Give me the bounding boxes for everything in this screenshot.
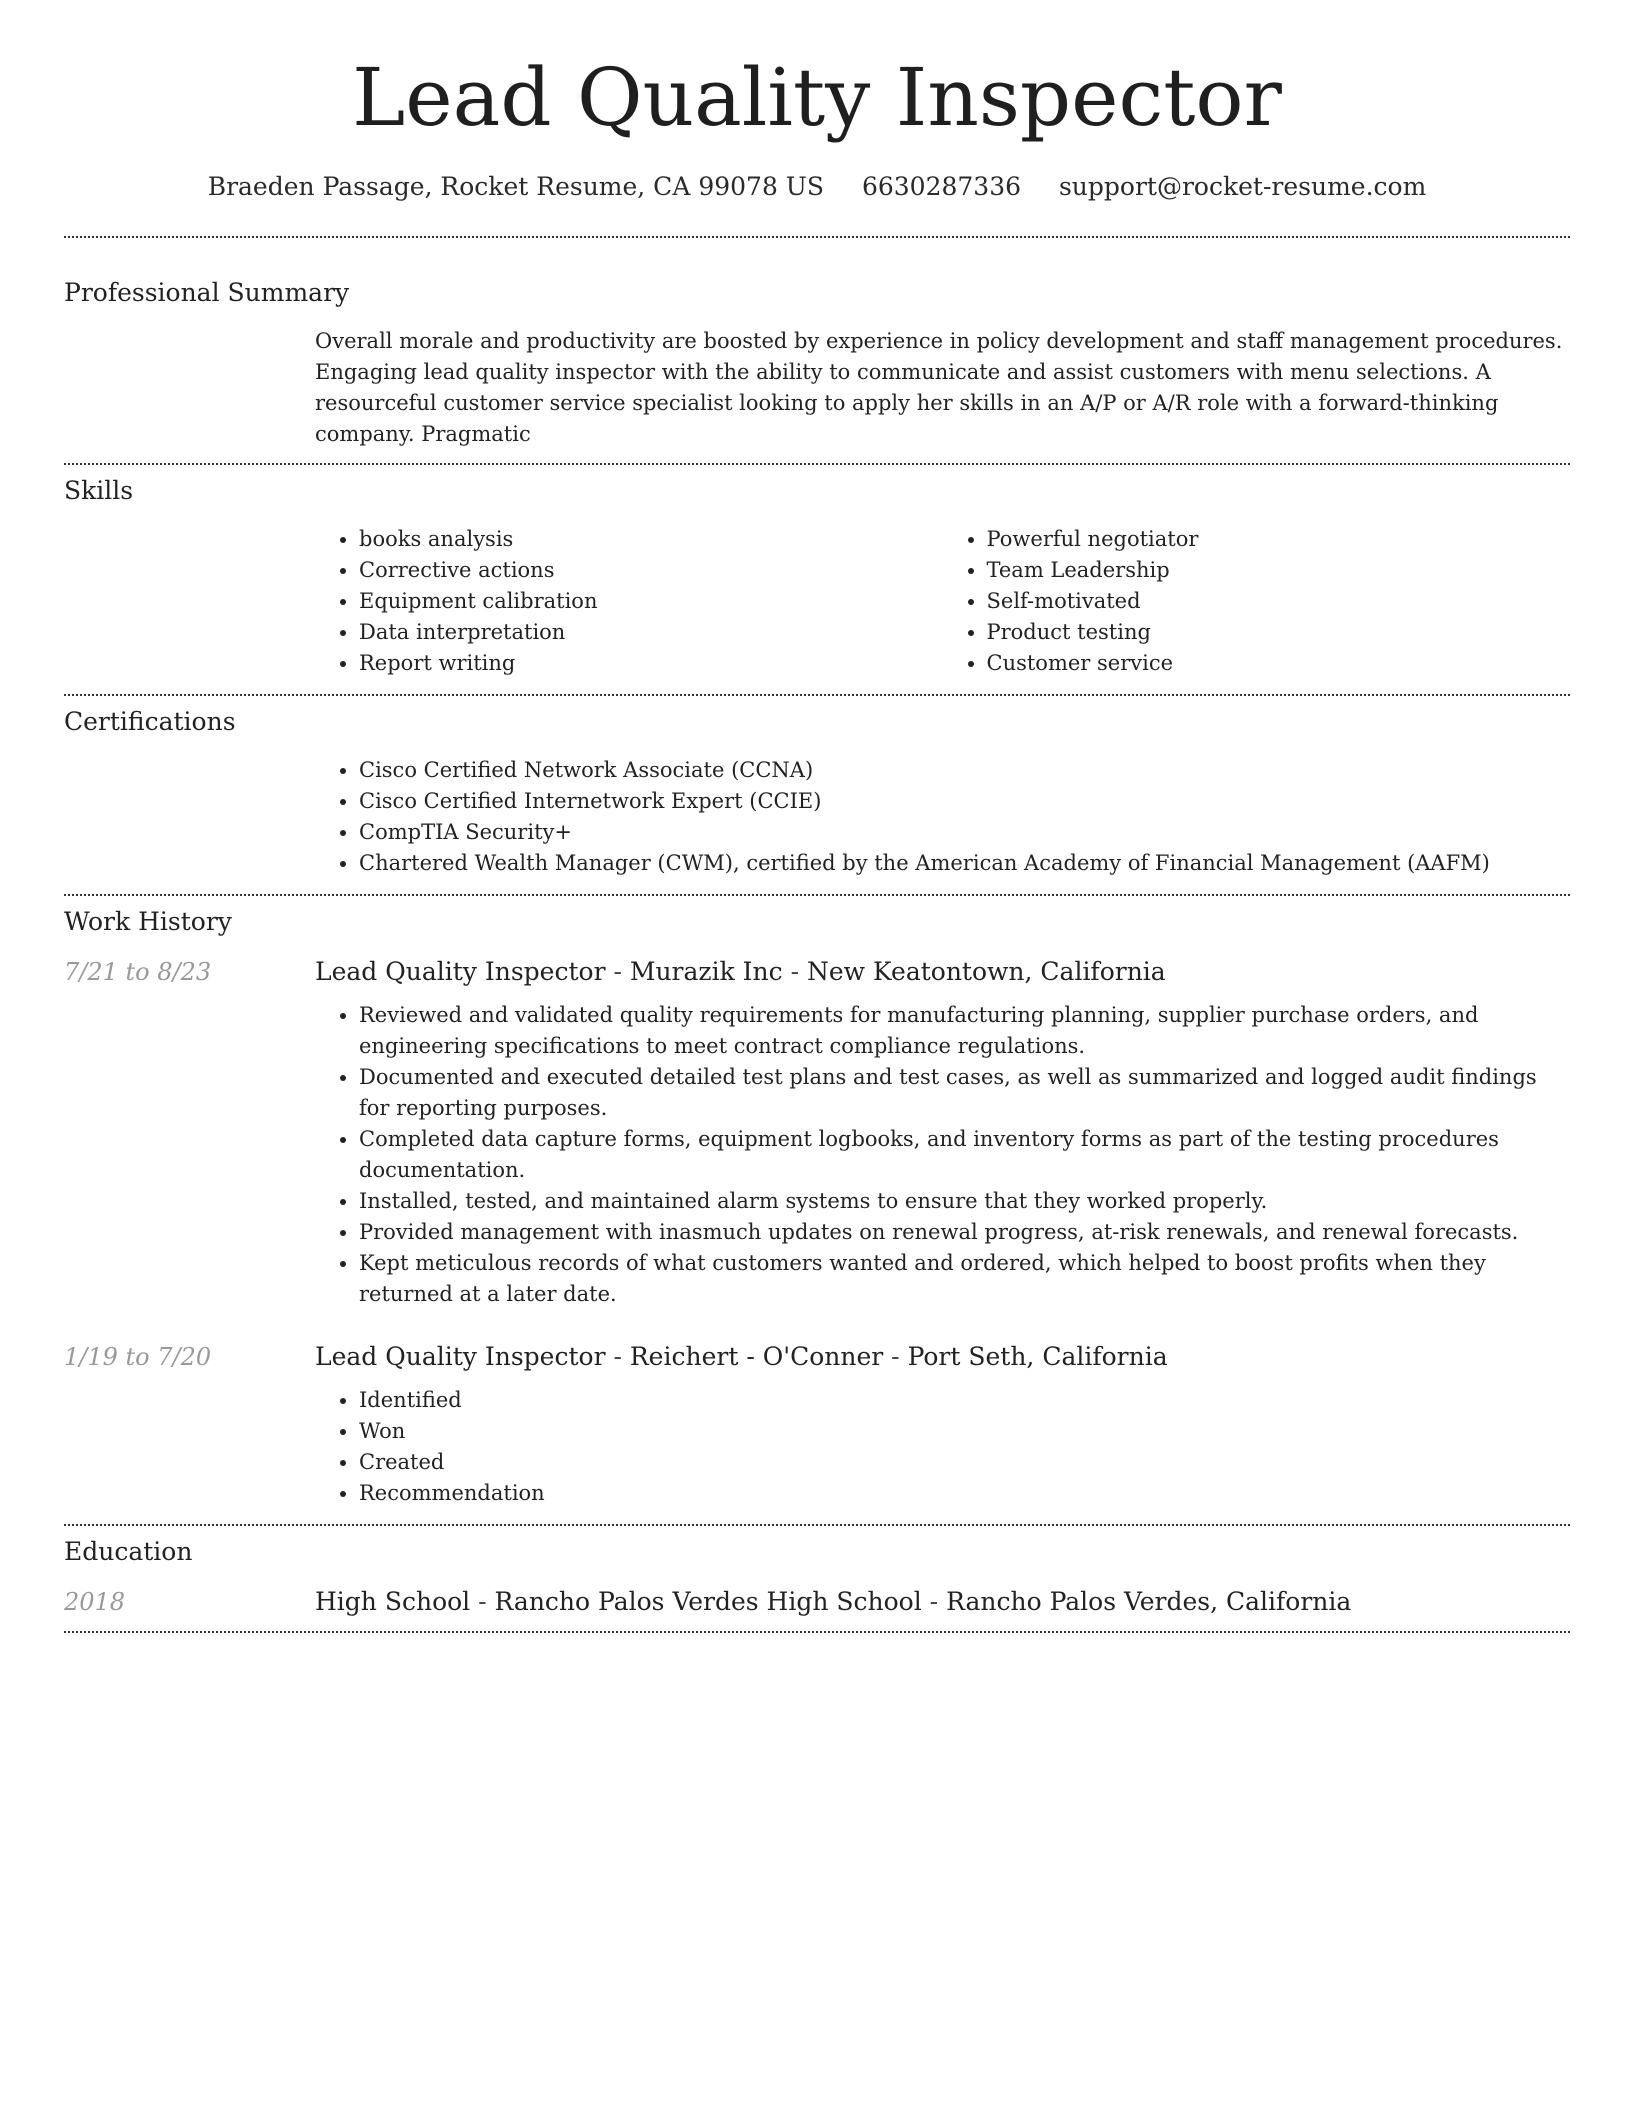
summary-text: Overall morale and productivity are boosted by experience in policy development and staff management procedures. Engaging lead quality inspector with the ability to communicate and assist customers with menu selections. A resourceful customer service specialist looking to apply her skills in an A/P or A/R role with a forward-thinking company. Pragmatic bbox=[315, 329, 1563, 446]
divider bbox=[64, 1631, 1570, 1633]
education-degree: High School bbox=[315, 1587, 471, 1616]
job-company: Murazik Inc bbox=[629, 957, 783, 986]
job-bullet: • Documented and executed detailed test plans and test cases, as well as summarized and logged audit findings for reporting purposes. bbox=[359, 1062, 1570, 1124]
job-header bbox=[64, 1342, 1570, 1371]
job-bullet: • Created bbox=[359, 1447, 1570, 1478]
job-entry bbox=[64, 1342, 1570, 1524]
job-separator: - bbox=[782, 957, 807, 986]
job-bullets-wrap bbox=[315, 1000, 1570, 1310]
work-section bbox=[64, 907, 1570, 1524]
education-section bbox=[64, 1537, 1570, 1631]
job-bullet: • Won bbox=[359, 1416, 1570, 1447]
skills-grid bbox=[315, 524, 1570, 694]
job-dates: 7/21 to 8/23 bbox=[64, 958, 212, 986]
skill-item: • Data interpretation bbox=[359, 617, 943, 648]
certifications-section bbox=[64, 707, 1570, 894]
education-separator: - bbox=[470, 1587, 495, 1616]
skills-section bbox=[64, 476, 1570, 694]
divider bbox=[64, 1524, 1570, 1526]
skills-list-right bbox=[943, 524, 1571, 679]
divider bbox=[64, 236, 1570, 238]
divider bbox=[64, 694, 1570, 696]
job-location: New Keatontown, California bbox=[807, 957, 1166, 986]
skill-item: • Corrective actions bbox=[359, 555, 943, 586]
skill-item: • Self-motivated bbox=[987, 586, 1571, 617]
certifications-list bbox=[315, 755, 1570, 879]
job-bullet: • Completed data capture forms, equipment logbooks, and inventory forms as part of the testing procedures documentation. bbox=[359, 1124, 1570, 1186]
skill-item: • Powerful negotiator bbox=[987, 524, 1571, 555]
resume-name: Lead Quality Inspector bbox=[352, 51, 1282, 144]
job-role: Lead Quality Inspector bbox=[315, 957, 606, 986]
job-title-line bbox=[315, 957, 1166, 986]
education-line bbox=[315, 1587, 1351, 1616]
skill-item: • Product testing bbox=[987, 617, 1571, 648]
skill-item: • Equipment calibration bbox=[359, 586, 943, 617]
education-entry bbox=[64, 1587, 1570, 1631]
skill-item: • Customer service bbox=[987, 648, 1571, 679]
education-location: Rancho Palos Verdes, California bbox=[946, 1587, 1352, 1616]
contact-line bbox=[64, 172, 1570, 202]
job-bullet: • Recommendation bbox=[359, 1478, 1570, 1509]
summary-title: Professional Summary bbox=[64, 278, 350, 307]
contact-email: support@rocket-resume.com bbox=[1058, 172, 1427, 201]
divider bbox=[64, 894, 1570, 896]
education-title: Education bbox=[64, 1537, 193, 1566]
certification-item: • CompTIA Security+ bbox=[359, 817, 1570, 848]
resume-page bbox=[64, 0, 1570, 1633]
job-bullets-wrap bbox=[315, 1385, 1570, 1524]
contact-address: Braeden Passage, Rocket Resume, CA 99078 US bbox=[207, 172, 824, 201]
job-separator: - bbox=[605, 957, 630, 986]
job-entry bbox=[64, 957, 1570, 1310]
summary-section bbox=[64, 278, 1570, 463]
job-role: Lead Quality Inspector bbox=[315, 1342, 606, 1371]
skill-item: • books analysis bbox=[359, 524, 943, 555]
skills-list-left bbox=[315, 524, 943, 679]
skill-item: • Team Leadership bbox=[987, 555, 1571, 586]
certification-item: • Cisco Certified Internetwork Expert (CCIE) bbox=[359, 786, 1570, 817]
job-bullet: • Reviewed and validated quality requirements for manufacturing planning, supplier purchase orders, and engineering specifications to meet contract compliance regulations. bbox=[359, 1000, 1570, 1062]
education-school: Rancho Palos Verdes High School bbox=[494, 1587, 922, 1616]
job-separator: - bbox=[883, 1342, 908, 1371]
contact-phone: 6630287336 bbox=[861, 172, 1022, 201]
job-bullet: • Provided management with inasmuch updates on renewal progress, at-risk renewals, and renewal forecasts. bbox=[359, 1217, 1570, 1248]
job-header bbox=[64, 957, 1570, 986]
job-bullets bbox=[315, 1385, 1570, 1509]
job-separator: - bbox=[605, 1342, 630, 1371]
certification-item: • Chartered Wealth Manager (CWM), certified by the American Academy of Financial Management (AAFM) bbox=[359, 848, 1570, 879]
certification-item: • Cisco Certified Network Associate (CCNA) bbox=[359, 755, 1570, 786]
job-bullet: • Kept meticulous records of what customers wanted and ordered, which helped to boost profits when they returned at a later date. bbox=[359, 1248, 1570, 1310]
certifications-list-wrap bbox=[315, 755, 1570, 894]
job-bullets bbox=[315, 1000, 1570, 1310]
skill-item: • Report writing bbox=[359, 648, 943, 679]
education-year: 2018 bbox=[64, 1588, 126, 1616]
job-dates: 1/19 to 7/20 bbox=[64, 1343, 212, 1371]
job-bullet: • Identified bbox=[359, 1385, 1570, 1416]
work-title: Work History bbox=[64, 907, 232, 936]
divider bbox=[64, 463, 1570, 465]
certifications-title: Certifications bbox=[64, 707, 236, 736]
education-separator: - bbox=[921, 1587, 947, 1616]
job-company: Reichert - O'Conner bbox=[629, 1342, 884, 1371]
skills-title: Skills bbox=[64, 476, 134, 505]
job-bullet: • Installed, tested, and maintained alarm systems to ensure that they worked properly. bbox=[359, 1186, 1570, 1217]
job-title-line bbox=[315, 1342, 1168, 1371]
job-location: Port Seth, California bbox=[907, 1342, 1168, 1371]
